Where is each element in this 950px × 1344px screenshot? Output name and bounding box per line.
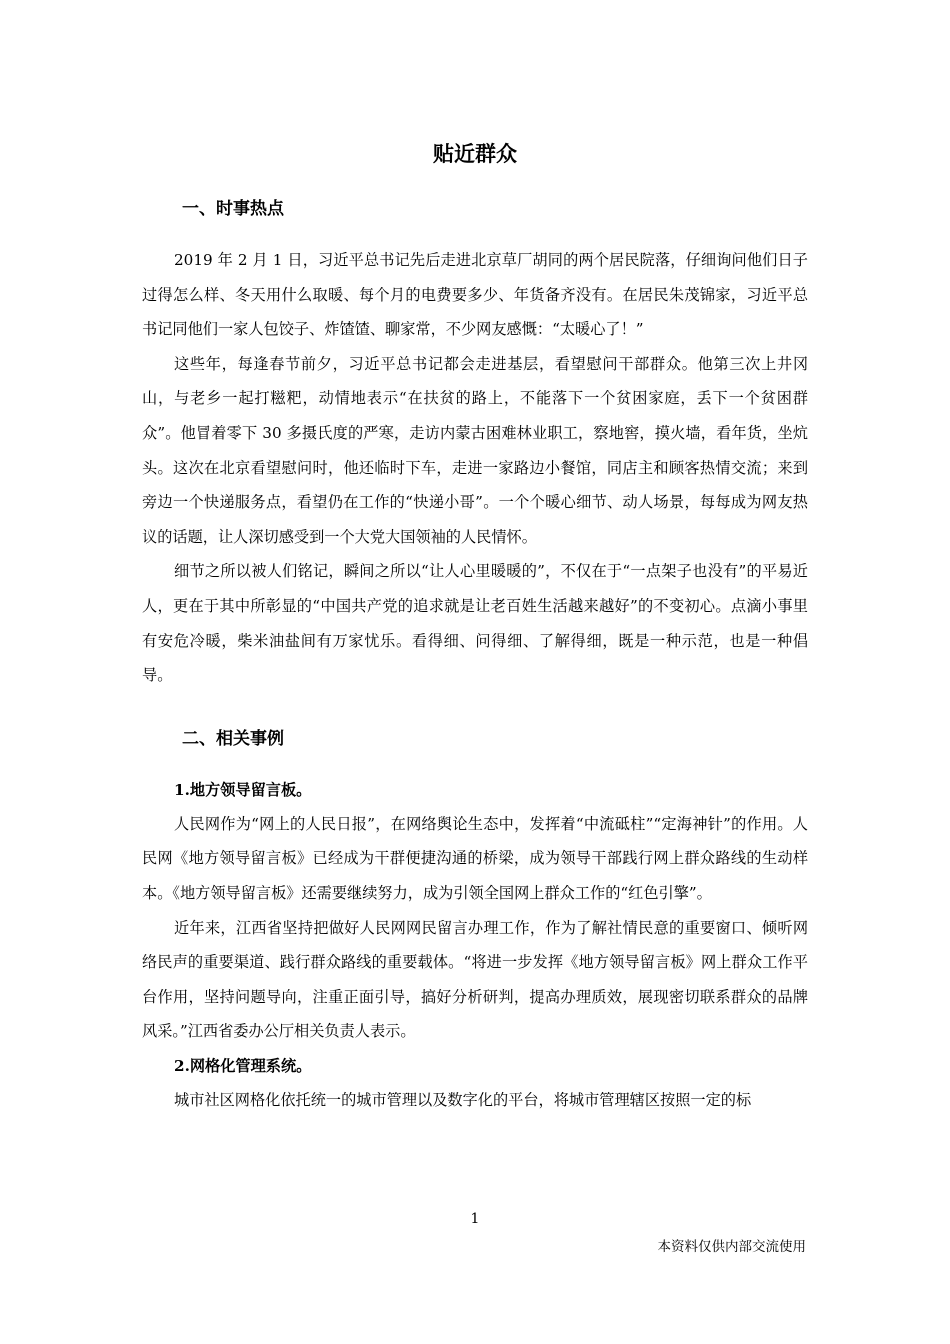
page-title: 贴近群众 [433,141,517,166]
section-heading: 二、相关事例 [182,728,284,749]
footer-note: 本资料仅供内部交流使用 [657,1239,806,1255]
subsection-heading: 1.地方领导留言板。 [174,780,312,799]
paragraph: 2019 年 2 月 1 日，习近平总书记先后走进北京草厂胡同的两个居民院落，仔细询问他们日子过得怎么样、冬天用什么取暖、每个月的电费要多少、年货备齐没有。在居民朱茂锦家，习近平总书记同他们一家人包饺子、炸馇馇、聊家常，不少网友感慨：“太暖心了！” [142,251,808,339]
paragraph: 近年来，江西省坚持把做好人民网网民留言办理工作，作为了解社情民意的重要窗口、倾听网络民声的重要渠道、践行群众路线的重要载体。“将进一步发挥《地方领导留言板》网上群众工作平台作用，坚持问题导向，注重正面引导，搞好分析研判，提高办理质效，展现密切联系群众的品牌风采。”江西省委办公厅相关负责人表示。 [142,918,808,1041]
page-number: 1 [470,1211,480,1227]
document-body [142,193,808,1117]
section-heading: 一、时事热点 [182,199,284,219]
paragraph: 城市社区网格化依托统一的城市管理以及数字化的平台，将城市管理辖区按照一定的标 [174,1090,752,1109]
paragraph: 人民网作为“网上的人民日报”，在网络舆论生态中，发挥着“中流砥柱”“定海神针”的作用。人民网《地方领导留言板》已经成为干群便捷沟通的桥梁，成为领导干部践行网上群众路线的生动样本。《地方领导留言板》还需要继续努力，成为引领全国网上群众工作的“红色引擎”。 [142,814,808,902]
paragraph: 细节之所以被人们铭记，瞬间之所以“让人心里暖暖的”，不仅在于“一点架子也没有”的平易近人，更在于其中所彰显的“中国共产党的追求就是让老百姓生活越来越好”的不变初心。点滴小事里有安危冷暖，柴米油盐间有万家忧乐。看得细、问得细、了解得细，既是一种示范，也是一种倡导。 [142,562,808,685]
subsection-leader-message-board [142,773,808,1049]
section-current-affairs [142,193,808,693]
paragraph: 这些年，每逢春节前夕，习近平总书记都会走进基层，看望慰问干部群众。他第三次上井冈山，与老乡一起打糍粑，动情地表示“在扶贫的路上，不能落下一个贫困家庭，丢下一个贫困群众”。他冒着零下 30 多摄氏度的严寒，走访内蒙古困难林业职工，察地窖，摸火墙，看年货，坐炕头。这次在北京看望慰问时，他还临时下车，走进一家路边小餐馆，同店主和顾客热情交流；来到旁边一个快递服务点，看望仍在工作的“快递小哥”。一个个暖心细节、动人场景，每每成为网友热议的话题，让人深切感受到一个大党大国领袖的人民情怀。 [142,354,808,546]
subsection-grid-management [142,1049,808,1118]
section-related-cases [142,723,808,1118]
subsection-heading: 2.网格化管理系统。 [174,1056,312,1075]
